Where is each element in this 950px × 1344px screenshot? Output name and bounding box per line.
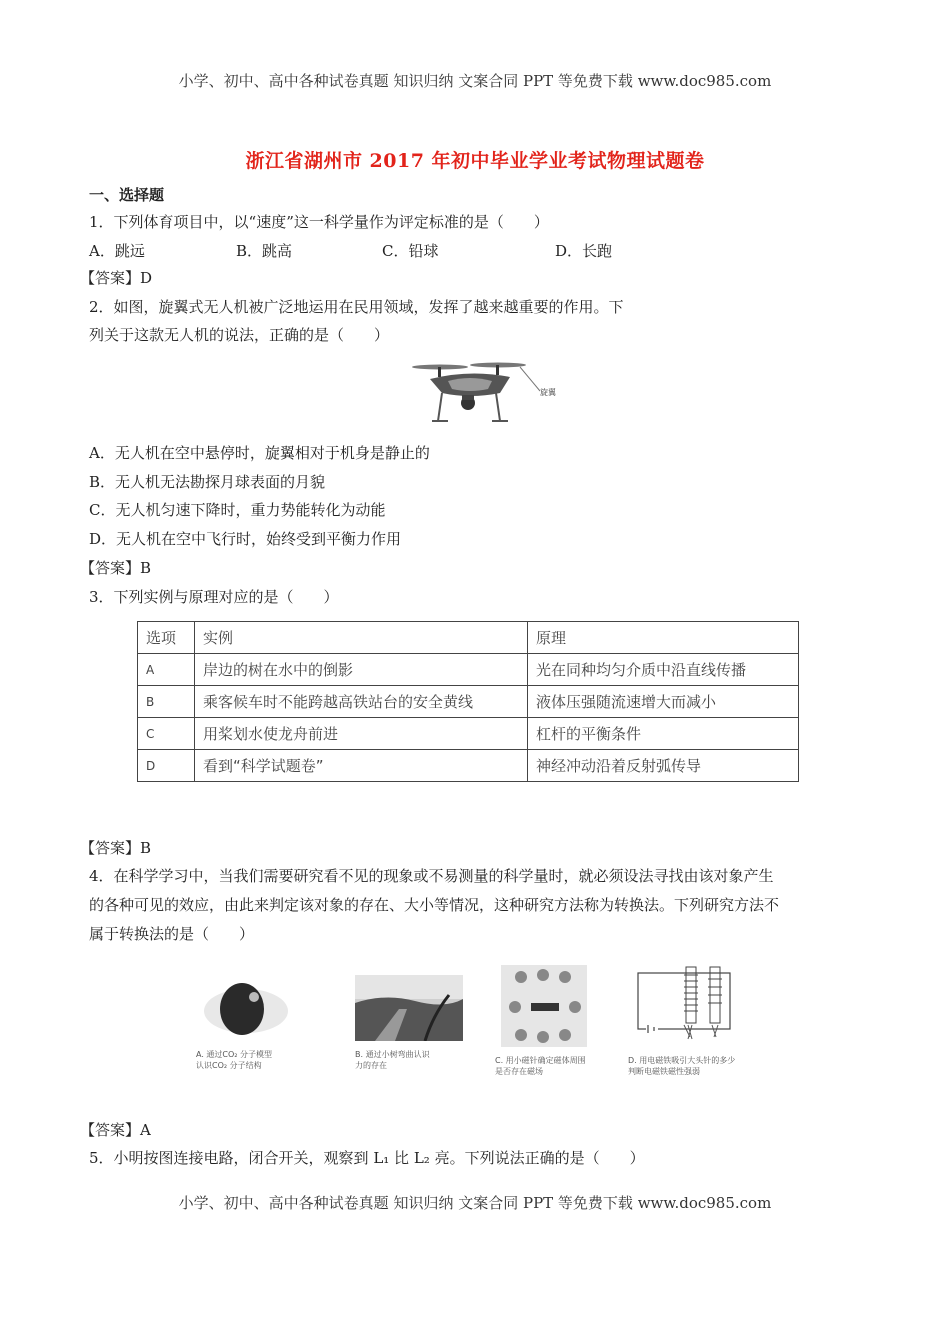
figure-b bbox=[355, 975, 465, 1085]
table-cell: 杠杆的平衡条件 bbox=[528, 718, 799, 750]
question-4-stem-line3: 属于转换法的是（ ） bbox=[89, 925, 255, 943]
table-cell: 岸边的树在水中的倒影 bbox=[195, 654, 528, 686]
magnet-compass-icon bbox=[495, 965, 587, 1047]
principle-table bbox=[137, 621, 799, 782]
figure-a-caption-1: A. 通过CO₂ 分子模型 bbox=[196, 1050, 273, 1059]
figure-b-caption-2: 力的存在 bbox=[355, 1061, 387, 1070]
table-cell: B bbox=[138, 686, 195, 718]
figure-c-caption-1: C. 用小磁针确定磁体周围 bbox=[495, 1056, 586, 1065]
table-cell: 看到“科学试题卷” bbox=[195, 750, 528, 782]
question-1-option-a: A．跳远 bbox=[89, 242, 145, 260]
table-cell: A bbox=[138, 654, 195, 686]
question-1-option-d: D．长跑 bbox=[555, 242, 613, 260]
question-2-option-b: B．无人机无法勘探月球表面的月貌 bbox=[89, 473, 326, 491]
table-cell: 液体压强随流速增大而减小 bbox=[528, 686, 799, 718]
table-cell: 光在同种均匀介质中沿直线传播 bbox=[528, 654, 799, 686]
question-1-option-c: C．铅球 bbox=[382, 242, 439, 260]
table-cell: 用桨划水使龙舟前进 bbox=[195, 718, 528, 750]
figure-c-caption-2: 是否存在磁场 bbox=[495, 1067, 543, 1076]
question-2-stem-line2: 列关于这款无人机的说法，正确的是（ ） bbox=[89, 326, 390, 344]
page-footer: 小学、初中、高中各种试卷真题 知识归纳 文案合同 PPT 等免费下载 www.doc985.com bbox=[178, 1194, 772, 1212]
electromagnet-circuit-icon bbox=[628, 965, 738, 1047]
figure-a bbox=[196, 975, 306, 1085]
table-row bbox=[138, 654, 799, 686]
table-header-cell: 实例 bbox=[195, 622, 528, 654]
table-row bbox=[138, 718, 799, 750]
question-4-stem-line2: 的各种可见的效应，由此来判定该对象的存在、大小等情况，这种研究方法称为转换法。下列研究方法不 bbox=[89, 896, 780, 914]
table-row bbox=[138, 750, 799, 782]
question-2-option-c: C．无人机匀速下降时，重力势能转化为动能 bbox=[89, 501, 386, 519]
figure-d-caption-2: 判断电磁铁磁性强弱 bbox=[628, 1067, 700, 1076]
figure-d-caption-1: D. 用电磁铁吸引大头针的多少 bbox=[628, 1056, 736, 1065]
drone-label: 旋翼 bbox=[540, 388, 556, 397]
question-3-answer: 【答案】B bbox=[80, 839, 152, 857]
table-header-cell: 原理 bbox=[528, 622, 799, 654]
table-cell: 乘客候车时不能跨越高铁站台的安全黄线 bbox=[195, 686, 528, 718]
page-header: 小学、初中、高中各种试卷真题 知识归纳 文案合同 PPT 等免费下载 www.doc985.com bbox=[178, 72, 772, 90]
bent-tree-icon bbox=[355, 975, 463, 1041]
question-2-option-a: A．无人机在空中悬停时，旋翼相对于机身是静止的 bbox=[89, 444, 430, 462]
table-cell: D bbox=[138, 750, 195, 782]
question-1-option-b: B．跳高 bbox=[236, 242, 293, 260]
table-row bbox=[138, 686, 799, 718]
figure-d bbox=[628, 965, 778, 1085]
section-heading: 一、选择题 bbox=[89, 186, 165, 204]
question-2-stem-line1: 2．如图，旋翼式无人机被广泛地运用在民用领域，发挥了越来越重要的作用。下 bbox=[89, 298, 624, 316]
question-2-answer: 【答案】B bbox=[80, 559, 152, 577]
table-cell: C bbox=[138, 718, 195, 750]
drone-figure bbox=[380, 355, 570, 435]
figure-b-caption-1: B. 通过小树弯曲认识 bbox=[355, 1050, 430, 1059]
table-cell: 神经冲动沿着反射弧传导 bbox=[528, 750, 799, 782]
table-header-row bbox=[138, 622, 799, 654]
question-3-stem: 3．下列实例与原理对应的是（ ） bbox=[89, 588, 339, 606]
page-title: 浙江省湖州市 2017 年初中毕业学业考试物理试题卷 bbox=[245, 150, 705, 172]
question-4-stem-line1: 4．在科学学习中，当我们需要研究看不见的现象或不易测量的科学量时，就必须设法寻找由该对象产生 bbox=[89, 867, 774, 885]
figure-a-caption-2: 认识CO₂ 分子结构 bbox=[196, 1061, 262, 1070]
co2-model-icon bbox=[196, 975, 296, 1041]
table-header-cell: 选项 bbox=[138, 622, 195, 654]
question-4-answer: 【答案】A bbox=[80, 1121, 151, 1139]
question-1-stem: 1．下列体育项目中，以“速度”这一科学量作为评定标准的是（ ） bbox=[89, 213, 549, 231]
question-5-stem: 5．小明按图连接电路，闭合开关，观察到 L₁ 比 L₂ 亮。下列说法正确的是（ ） bbox=[89, 1149, 645, 1167]
question-1-answer: 【答案】D bbox=[80, 269, 153, 287]
question-2-option-d: D．无人机在空中飞行时，始终受到平衡力作用 bbox=[89, 530, 402, 548]
figure-c bbox=[495, 965, 615, 1085]
